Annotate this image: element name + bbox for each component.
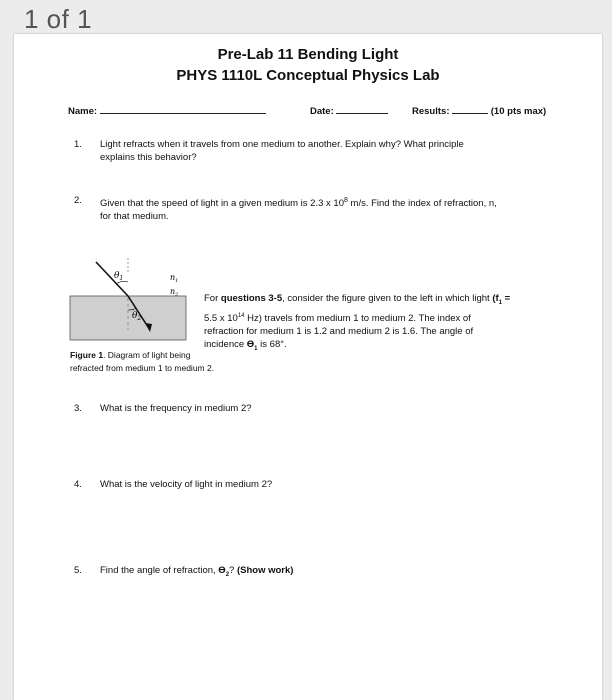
theta-2-label: $\theta_2$ [132,311,142,322]
results-field [412,104,546,117]
question-4-text: What is the velocity of light in medium 2? [100,479,273,490]
question-2 [74,194,574,224]
page-counter: 1 of 1 [24,4,93,34]
name-label: Name: [68,106,98,117]
document-subtitle: PHYS 1110L Conceptual Physics Lab [176,67,440,84]
question-number: 5. [74,565,82,576]
results-blank [452,104,488,114]
question-5-text: Find the angle of refraction, $ϴ_2$? (Show work) [100,565,294,578]
results-label: Results: [412,106,450,117]
question-number: 2. [74,195,82,206]
question-1-line-1: Light refracts when it travels from one medium to another. Explain why? What principle [100,139,464,150]
theta-1-label: $\theta_1$ [114,271,124,282]
name-field [68,104,266,117]
n1-label: $n_1$ [170,273,179,284]
date-field [310,104,388,117]
question-3 [74,402,574,416]
document-page [14,34,602,700]
points-note: (10 pts max) [490,106,547,117]
question-4 [74,478,574,492]
question-number: 4. [74,479,82,490]
question-number: 1. [74,139,82,150]
name-blank [100,104,266,114]
figure-caption: Figure 1. Diagram of light being refracted from medium 1 to medium 2. [70,350,215,373]
question-3-text: What is the frequency in medium 2? [100,403,252,414]
date-label: Date: [310,106,334,117]
question-number: 3. [74,403,82,414]
question-2-line-2: for that medium. [100,211,169,223]
document-title: Pre-Lab 11 Bending Light [217,46,399,63]
question-5 [74,564,574,578]
date-blank [336,104,388,114]
n2-label: $n_2$ [170,287,179,298]
question-2-line-1: Given that the speed of light in a given medium is 2.3 x $10^8$ m/s. Find the index of refraction, n, [100,197,497,210]
question-1-line-2: explains this behavior? [100,152,197,163]
question-1 [74,138,574,168]
questions-intro: For questions 3-5, consider the figure given to the left in which light ($f_1$ = 5.5 x $10^{14}$ Hz) travels from medium 1 to medium 2. The index of refraction for medium 1 is 1.2 and medium 2 is 1.6. The angle of incidence $ϴ_1$ is 68°. [204,293,511,352]
